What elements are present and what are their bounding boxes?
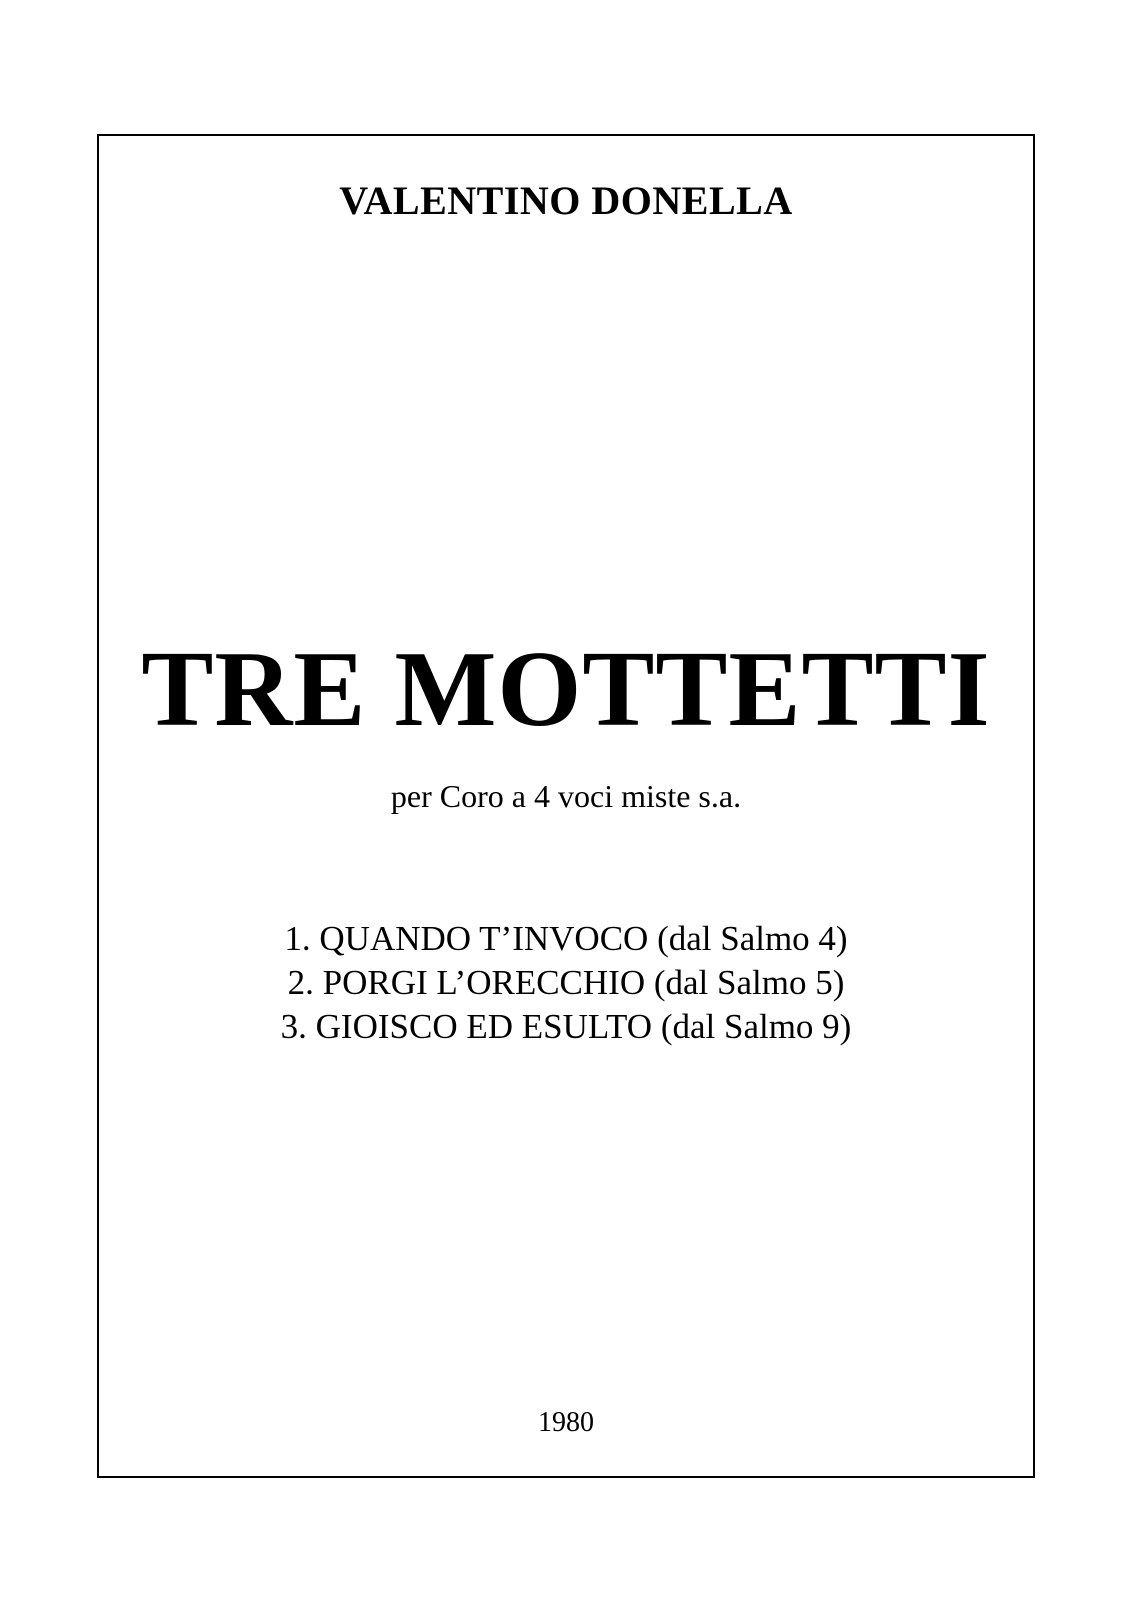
cover-frame <box>97 134 1035 1478</box>
work-title: TRE MOTTETTI <box>141 630 991 749</box>
motet-item-2: 2. PORGI L’ORECCHIO (dal Salmo 5) <box>287 963 845 1002</box>
motet-item-3: 3. GIOISCO ED ESULTO (dal Salmo 9) <box>280 1007 852 1046</box>
motet-item-1: 1. QUANDO T’INVOCO (dal Salmo 4) <box>284 919 848 958</box>
work-subtitle: per Coro a 4 voci miste s.a. <box>390 778 742 814</box>
motet-list <box>99 917 1033 1049</box>
author-name: VALENTINO DONELLA <box>339 178 793 223</box>
publication-year: 1980 <box>538 1407 594 1438</box>
